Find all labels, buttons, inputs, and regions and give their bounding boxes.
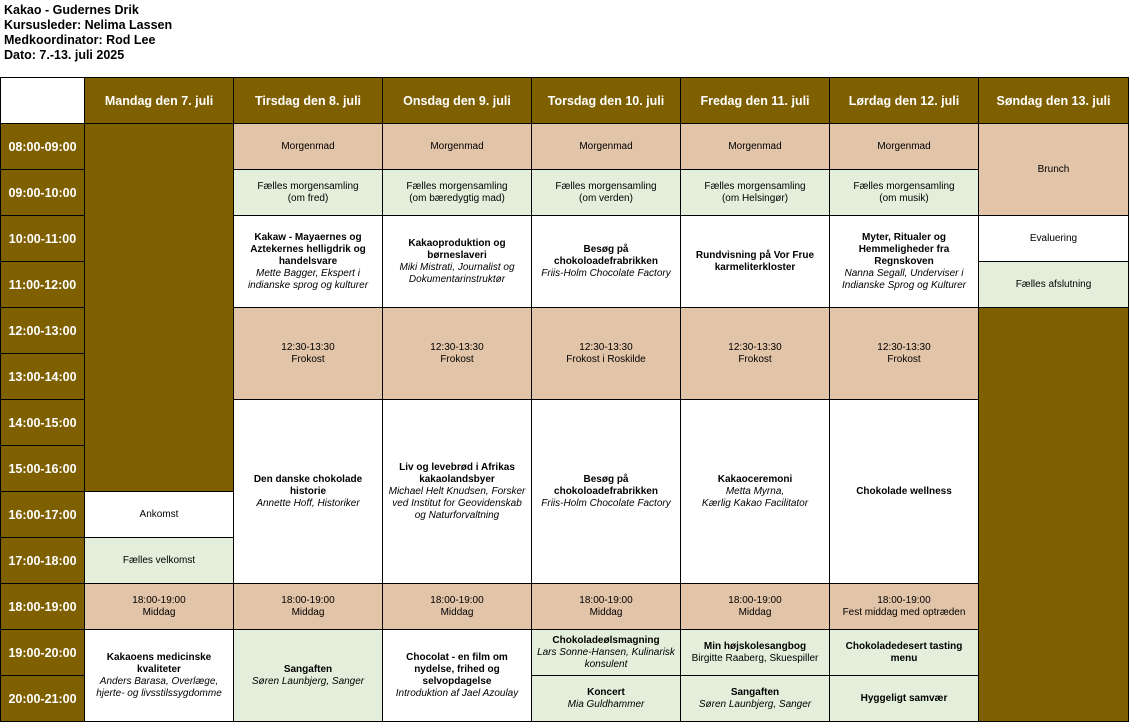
event-text: 12:30-13:30 (281, 341, 335, 353)
schedule-event (382, 399, 532, 584)
event-title: Besøg på chokoloadefrabrikken (554, 473, 658, 497)
event-title: Chocolat - en film om nydelse, frihed og selvopdagelse (406, 651, 508, 687)
time-slot-header: 14:00-15:00 (0, 399, 85, 446)
event-text: Fælles morgensamling (853, 180, 955, 192)
schedule-event (382, 629, 532, 722)
event-title: Chokoladedesert tasting menu (845, 640, 963, 664)
event-text: (om bæredygtig mad) (409, 192, 505, 204)
event-text: 18:00-19:00 (877, 594, 931, 606)
schedule-event (382, 583, 532, 630)
schedule-event (382, 123, 532, 170)
day-header: Mandag den 7. juli (84, 77, 234, 124)
time-slot-header: 15:00-16:00 (0, 445, 85, 492)
event-text: 18:00-19:00 (579, 594, 633, 606)
schedule-event (233, 583, 383, 630)
time-slot-header: 18:00-19:00 (0, 583, 85, 630)
event-title: Koncert (587, 686, 625, 698)
schedule-event (829, 169, 979, 216)
event-title: Sangaften (283, 663, 333, 675)
time-slot-header: 12:00-13:00 (0, 307, 85, 354)
course-date: Dato: 7.-13. juli 2025 (4, 48, 125, 62)
schedule-event (531, 399, 681, 584)
event-speaker: Kærlig Kakao Facilitator (701, 497, 809, 509)
schedule-event (829, 307, 979, 400)
time-slot-header: 10:00-11:00 (0, 215, 85, 262)
schedule-event (531, 123, 681, 170)
schedule-event (233, 123, 383, 170)
schedule-event (84, 629, 234, 722)
event-speaker: Annette Hoff, Historiker (256, 497, 360, 509)
day-header: Søndag den 13. juli (978, 77, 1129, 124)
schedule-event (233, 629, 383, 722)
schedule-event (233, 307, 383, 400)
day-header: Tirsdag den 8. juli (233, 77, 383, 124)
event-text: Morgenmad (877, 140, 931, 152)
time-slot-header: 19:00-20:00 (0, 629, 85, 676)
event-speaker: Metta Myrna, (725, 485, 785, 497)
day-header: Fredag den 11. juli (680, 77, 830, 124)
event-text: Frokost (887, 353, 921, 365)
event-text: Middag (291, 606, 325, 618)
event-text: Ankomst (139, 508, 179, 520)
event-text: (om Helsingør) (721, 192, 789, 204)
blocked-slot (84, 123, 234, 492)
event-title: Kakaoens medicinske kvaliteter (106, 651, 212, 675)
time-slot-header: 08:00-09:00 (0, 123, 85, 170)
schedule-event (382, 307, 532, 400)
event-speaker: Friis-Holm Chocolate Factory (541, 497, 671, 509)
event-title: Rundvisning på Vor Frue karmeliterkloster (695, 249, 815, 273)
time-slot-header: 17:00-18:00 (0, 537, 85, 584)
event-text: Brunch (1037, 163, 1070, 175)
schedule-event (680, 399, 830, 584)
day-header: Lørdag den 12. juli (829, 77, 979, 124)
event-text: Frokost (440, 353, 474, 365)
schedule-event (531, 629, 681, 676)
event-text: Birgitte Raaberg, Skuespiller (691, 652, 819, 664)
event-text: Frokost i Roskilde (566, 353, 646, 365)
schedule-event (680, 675, 830, 722)
event-text: Middag (440, 606, 474, 618)
event-speaker: Michael Helt Knudsen, Forsker ved Institut for Geovidenskab og Naturforvaltning (388, 485, 526, 521)
schedule-event (680, 123, 830, 170)
event-text: Middag (589, 606, 623, 618)
schedule-event (84, 537, 234, 584)
event-text: Fælles morgensamling (257, 180, 359, 192)
event-text: Morgenmad (728, 140, 782, 152)
event-title: Min højskolesangbog (703, 640, 807, 652)
event-text: Fælles morgensamling (704, 180, 806, 192)
event-text: Fælles velkomst (122, 554, 196, 566)
event-text: (om verden) (579, 192, 633, 204)
event-title: Hyggeligt samvær (860, 692, 948, 704)
event-speaker: Anders Barasa, Overlæge, hjerte- og livsstilssygdomme (96, 675, 222, 699)
event-speaker: Nanna Segall, Underviser i Indianske Sprog og Kulturer (842, 267, 966, 291)
event-speaker: Friis-Holm Chocolate Factory (541, 267, 671, 279)
schedule-event (829, 583, 979, 630)
event-speaker: Miki Mistrati, Journalist og Dokumentarinstruktør (399, 261, 515, 285)
event-text: Morgenmad (430, 140, 484, 152)
event-title: Kakaw - Mayaernes og Aztekernes helligdrik og handelsvare (250, 231, 366, 267)
schedule-event (84, 583, 234, 630)
schedule-event (680, 169, 830, 216)
event-text: (om fred) (287, 192, 329, 204)
schedule-event (233, 399, 383, 584)
schedule-event (531, 215, 681, 308)
event-title: Kakaoceremoni (717, 473, 793, 485)
schedule-event (829, 215, 979, 308)
course-title: Kakao - Gudernes Drik (4, 3, 139, 17)
course-leader: Kursusleder: Nelima Lassen (4, 18, 173, 32)
event-text: 18:00-19:00 (430, 594, 484, 606)
day-header: Torsdag den 10. juli (531, 77, 681, 124)
time-slot-header: 13:00-14:00 (0, 353, 85, 400)
blocked-slot (978, 307, 1129, 722)
schedule-event (233, 215, 383, 308)
event-text: Frokost (291, 353, 325, 365)
time-slot-header: 20:00-21:00 (0, 675, 85, 722)
schedule-event (829, 675, 979, 722)
schedule-event (382, 169, 532, 216)
event-text: 12:30-13:30 (877, 341, 931, 353)
schedule-event (978, 123, 1129, 216)
event-text: 18:00-19:00 (281, 594, 335, 606)
event-text: 12:30-13:30 (728, 341, 782, 353)
event-title: Liv og levebrød i Afrikas kakaolandsbyer (399, 461, 515, 485)
event-text: Morgenmad (281, 140, 335, 152)
event-text: Morgenmad (579, 140, 633, 152)
schedule-event (680, 307, 830, 400)
event-text: (om musik) (879, 192, 929, 204)
event-title: Den danske chokolade historie (253, 473, 363, 497)
event-title: Kakaoproduktion og børneslaveri (408, 237, 506, 261)
schedule-event (680, 215, 830, 308)
event-text: 18:00-19:00 (728, 594, 782, 606)
event-text: Frokost (738, 353, 772, 365)
event-title: Chokoladeølsmagning (552, 634, 660, 646)
event-text: Fælles morgensamling (406, 180, 508, 192)
schedule-event (978, 261, 1129, 308)
schedule-event (829, 399, 979, 584)
time-slot-header: 16:00-17:00 (0, 491, 85, 538)
schedule-event (84, 491, 234, 538)
co-coordinator: Medkoordinator: Rod Lee (4, 33, 156, 47)
time-slot-header: 11:00-12:00 (0, 261, 85, 308)
event-text: Middag (142, 606, 176, 618)
schedule-event (829, 123, 979, 170)
schedule-event (233, 169, 383, 216)
event-text: 12:30-13:30 (579, 341, 633, 353)
day-header: Onsdag den 9. juli (382, 77, 532, 124)
schedule-event (531, 307, 681, 400)
event-title: Myter, Ritualer og Hemmeligheder fra Regnskoven (858, 231, 950, 267)
event-title: Besøg på chokoloadefrabrikken (554, 243, 658, 267)
time-slot-header: 09:00-10:00 (0, 169, 85, 216)
event-text: Fest middag med optræden (842, 606, 966, 618)
event-speaker: Søren Launbjerg, Sanger (251, 675, 365, 687)
event-speaker: Mia Guldhammer (567, 698, 645, 710)
event-text: 12:30-13:30 (430, 341, 484, 353)
event-text: Fælles afslutning (1015, 278, 1092, 290)
event-text: Fælles morgensamling (555, 180, 657, 192)
event-text: Middag (738, 606, 772, 618)
schedule-event (829, 629, 979, 676)
event-text: Evaluering (1029, 232, 1078, 244)
event-speaker: Lars Sonne-Hansen, Kulinarisk konsulent (537, 646, 675, 670)
event-text: 18:00-19:00 (132, 594, 186, 606)
corner-cell (0, 77, 85, 124)
schedule-event (531, 675, 681, 722)
schedule-event (531, 583, 681, 630)
schedule-event (680, 629, 830, 676)
schedule-event (382, 215, 532, 308)
schedule-event (680, 583, 830, 630)
schedule-event (531, 169, 681, 216)
event-speaker: Mette Bagger, Ekspert i indianske sprog og kulturer (247, 267, 369, 291)
event-title: Chokolade wellness (856, 485, 952, 497)
event-speaker: Introduktion af Jael Azoulay (395, 687, 519, 699)
event-speaker: Søren Launbjerg, Sanger (698, 698, 812, 710)
schedule-event (978, 215, 1129, 262)
event-title: Sangaften (730, 686, 780, 698)
